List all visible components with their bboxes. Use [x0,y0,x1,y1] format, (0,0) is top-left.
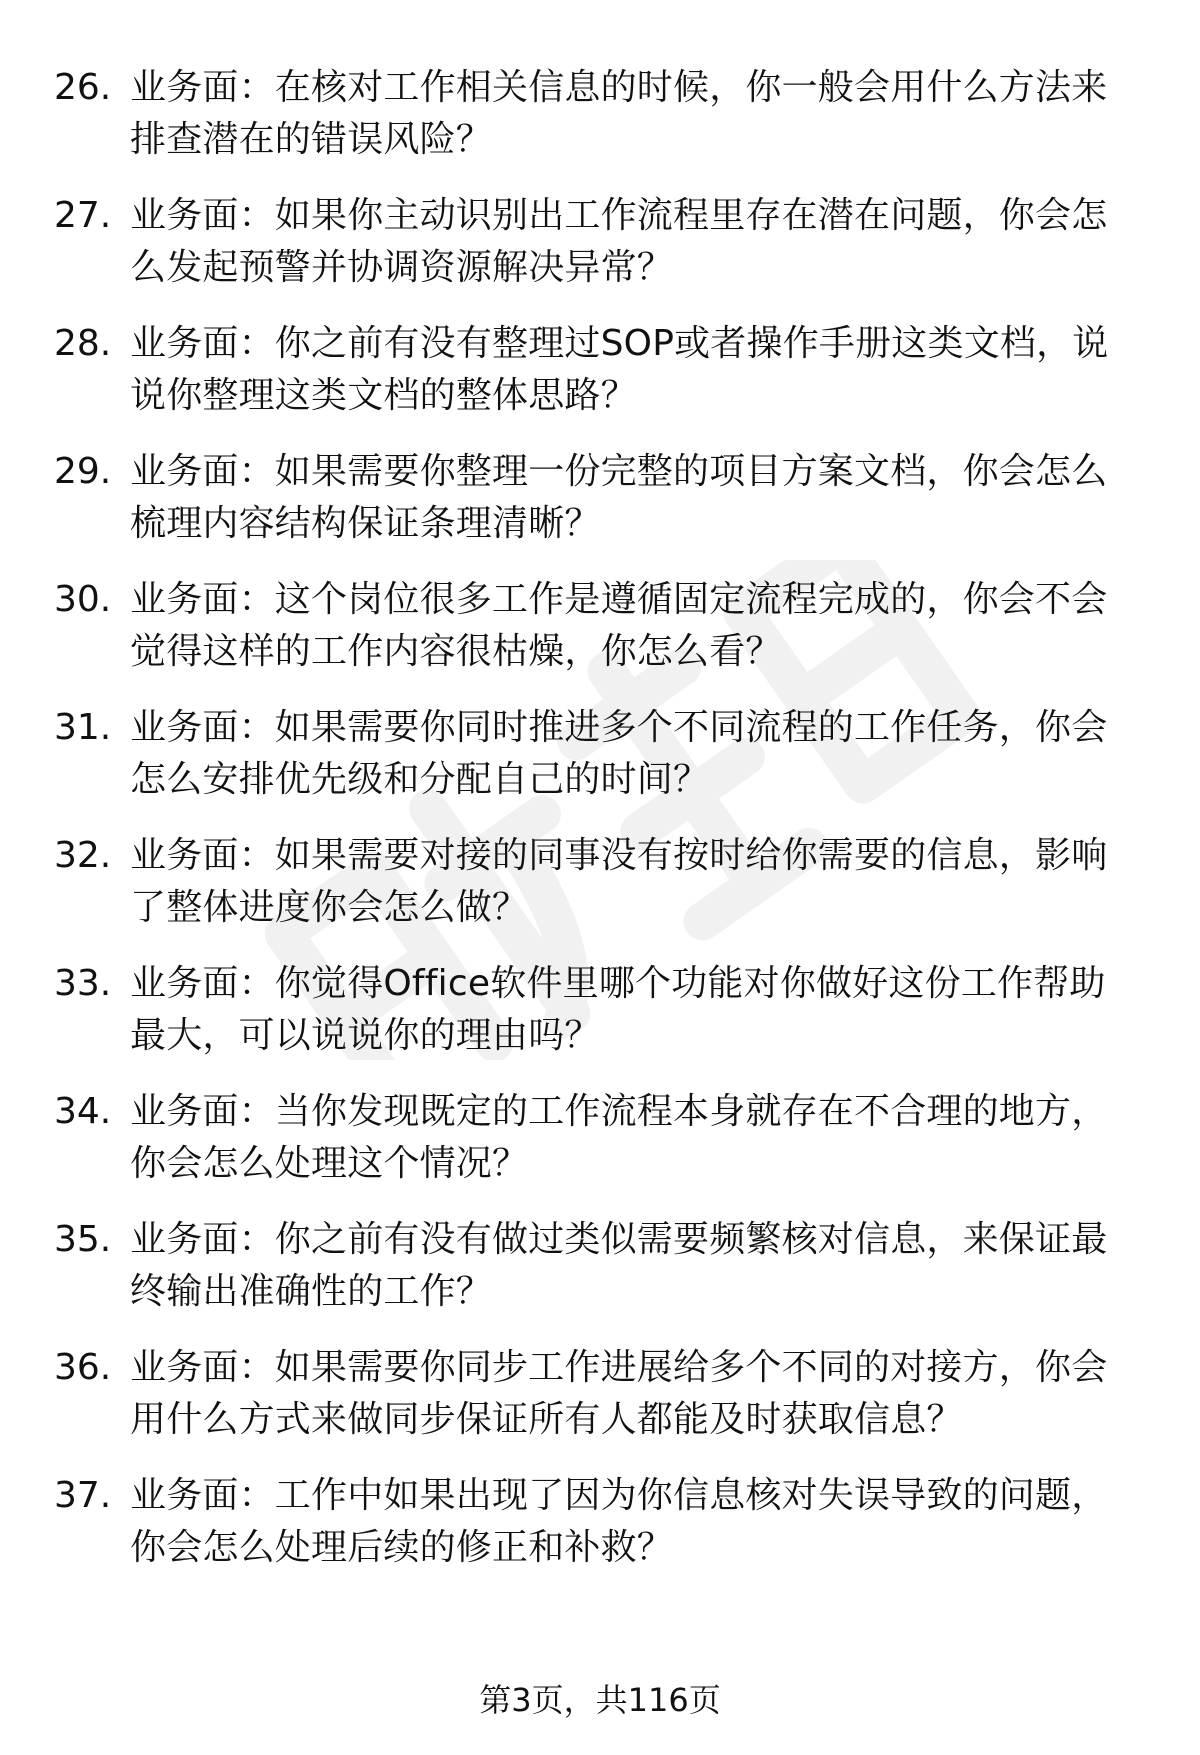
question-item [0,446,1200,574]
question-item [0,702,1200,830]
question-number: 31. [54,707,112,748]
question-number: 28. [54,323,112,364]
question-text: 业务面：在核对工作相关信息的时候，你一般会用什么方法来排查潜在的错误风险？ [130,67,1108,160]
question-number: 33. [54,963,112,1004]
question-item [0,1470,1200,1598]
question-number: 32. [54,835,112,876]
question-item [0,190,1200,318]
question-item [0,318,1200,446]
question-item [0,958,1200,1086]
question-item [0,574,1200,702]
question-number: 26. [54,67,112,108]
question-text: 业务面：如果你主动识别出工作流程里存在潜在问题，你会怎么发起预警并协调资源解决异常？ [130,195,1108,288]
question-text: 业务面：这个岗位很多工作是遵循固定流程完成的，你会不会觉得这样的工作内容很枯燥，你怎么看？ [130,579,1108,672]
question-number: 36. [54,1347,112,1388]
question-number: 29. [54,451,112,492]
question-text: 业务面：如果需要对接的同事没有按时给你需要的信息，影响了整体进度你会怎么做？ [130,835,1108,928]
page-footer: 第3页，共116页 [479,1681,721,1719]
question-number: 37. [54,1475,112,1516]
question-item [0,830,1200,958]
question-text: 业务面：如果需要你同步工作进展给多个不同的对接方，你会用什么方式来做同步保证所有人都能及时获取信息？ [130,1347,1108,1440]
question-item [0,1214,1200,1342]
question-number: 34. [54,1091,112,1132]
question-item [0,62,1200,190]
question-text: 业务面：你觉得Office软件里哪个功能对你做好这份工作帮助最大，可以说说你的理由吗？ [130,963,1106,1056]
question-text: 业务面：你之前有没有做过类似需要频繁核对信息，来保证最终输出准确性的工作？ [130,1219,1108,1312]
question-item [0,1086,1200,1214]
question-text: 业务面：当你发现既定的工作流程本身就存在不合理的地方，你会怎么处理这个情况？ [130,1091,1108,1184]
question-item [0,1342,1200,1470]
question-list [0,62,1200,1598]
question-text: 业务面：如果需要你整理一份完整的项目方案文档，你会怎么梳理内容结构保证条理清晰？ [130,451,1108,544]
question-number: 30. [54,579,112,620]
question-text: 业务面：工作中如果出现了因为你信息核对失误导致的问题，你会怎么处理后续的修正和补救？ [130,1475,1108,1568]
question-text: 业务面：你之前有没有整理过SOP或者操作手册这类文档，说说你整理这类文档的整体思路？ [130,323,1109,416]
question-number: 27. [54,195,112,236]
question-number: 35. [54,1219,112,1260]
question-text: 业务面：如果需要你同时推进多个不同流程的工作任务，你会怎么安排优先级和分配自己的时间？ [130,707,1108,800]
